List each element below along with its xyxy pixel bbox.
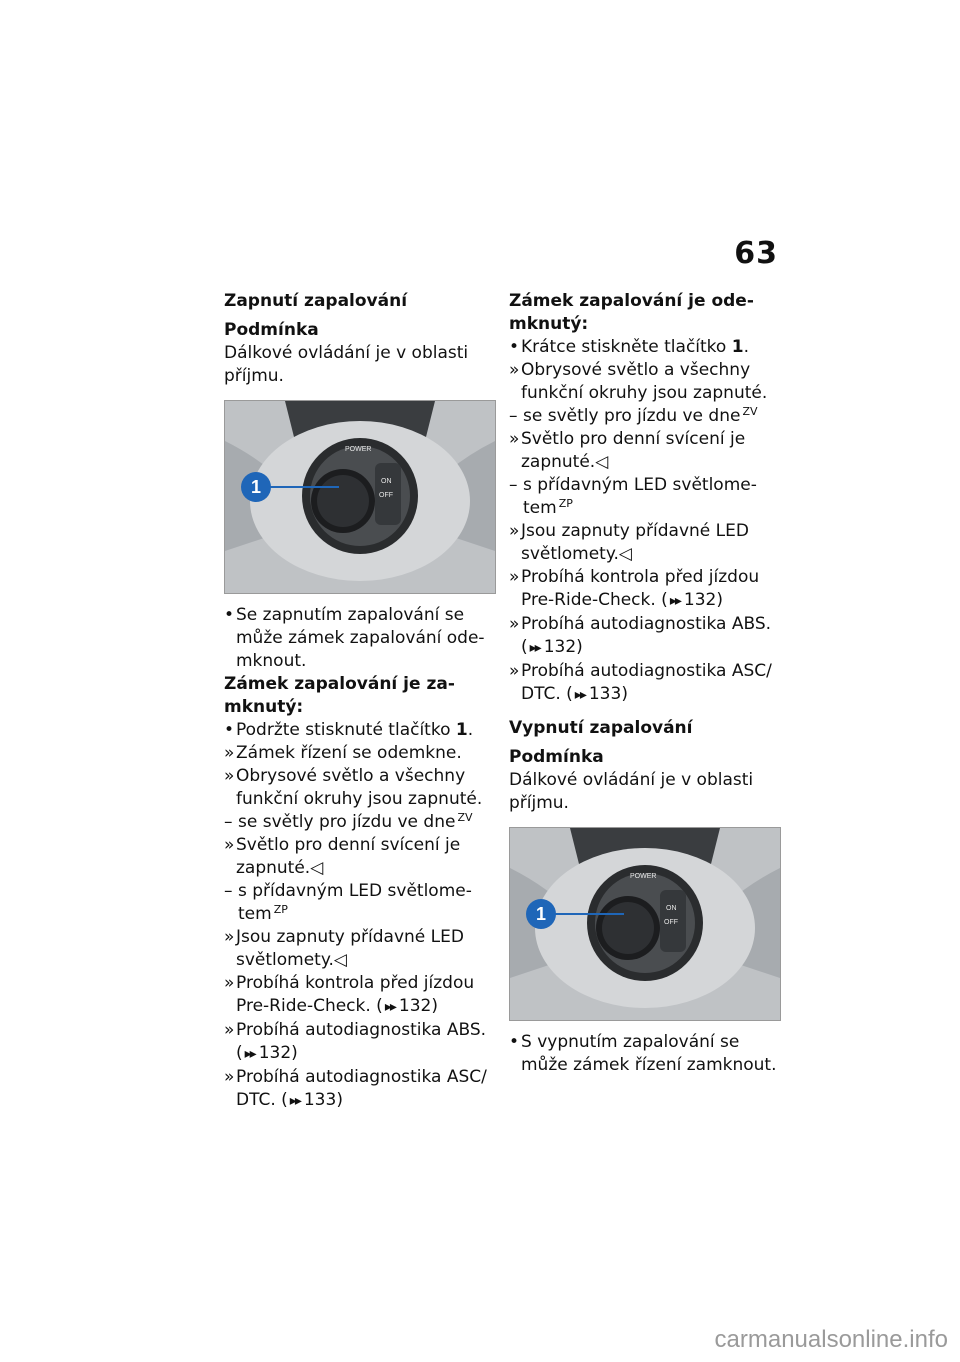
locked-subheading: Zámek zapalování je za-mknutý: [224,674,455,717]
off-label: OFF [664,919,678,926]
list-item: » Probíhá autodiagnostika ASC/ DTC. ( ▸▸ 133) [509,661,772,704]
list-item: » Zámek řízení se odemkne. [224,743,462,763]
section-heading-ignition-on: Zapnutí zapalování [224,291,408,311]
page-ref[interactable]: 133 [303,1090,337,1110]
list-item: » Světlo pro denní svícení je zapnuté.◁ [509,429,746,472]
callout-1: 1 [526,899,556,929]
condition-heading: Podmínka [224,320,319,340]
power-label: POWER [345,446,372,453]
unlocked-subheading: Zámek zapalování je ode-mknutý: [509,291,754,334]
watermark: carmanualsonline.info [714,1326,948,1353]
list-item: – se světly pro jízdu ve dne $^{ZV}$ [224,811,473,832]
list-item: » Jsou zapnuty přídavné LED světlomety.◁ [224,927,464,970]
list-item: – se světly pro jízdu ve dne $^{ZV}$ [509,405,758,426]
ignition-switch-figure [509,827,781,1021]
page-ref[interactable]: 132 [258,1043,292,1063]
page-ref-arrow-icon: ▸▸ [289,1093,300,1109]
page-ref-arrow-icon: ▸▸ [244,1046,255,1062]
list-item: » Jsou zapnuty přídavné LED světlomety.◁ [509,521,749,564]
ignition-switch-figure [224,400,496,594]
page-ref[interactable]: 132 [398,996,432,1016]
list-item: » Probíhá autodiagnostika ASC/ DTC. ( ▸▸ 133) [224,1067,487,1110]
page-ref-arrow-icon: ▸▸ [529,640,540,656]
list-item: • Podržte stisknuté tlačítko 1. [224,720,474,740]
page-number: 63 [734,236,778,271]
callout-1: 1 [241,472,271,502]
condition-text: Dálkové ovládání je v oblasti příjmu. [224,343,469,386]
list-item: • Krátce stiskněte tlačítko 1. [509,337,749,357]
list-item: » Obrysové světlo a všechny funkční okruhy jsou zapnuté. [509,360,768,403]
list-item: » Probíhá kontrola před jízdou Pre-Ride-Check. ( ▸▸ 132) [224,973,475,1016]
list-item: • S vypnutím zapalování se může zámek řízení zamknout. [509,1032,777,1075]
section-heading-ignition-off: Vypnutí zapalování [509,718,693,738]
right-column [509,290,781,1077]
on-label: ON [381,478,392,485]
intro-item-text: Se zapnutím zapalování se může zámek zapalování ode-mknout. [236,605,485,671]
page-ref[interactable]: 133 [588,684,622,704]
page-ref-arrow-icon: ▸▸ [384,999,395,1015]
page-ref-arrow-icon: ▸▸ [574,687,585,703]
on-label: ON [666,905,677,912]
list-item: » Probíhá kontrola před jízdou Pre-Ride-Check. ( ▸▸ 132) [509,567,760,610]
list-item: » Obrysové světlo a všechny funkční okruhy jsou zapnuté. [224,766,483,809]
list-item: » Světlo pro denní svícení je zapnuté.◁ [224,835,461,878]
off-label: OFF [379,492,393,499]
condition-heading: Podmínka [509,747,604,767]
list-item: » Probíhá autodiagnostika ABS. ( ▸▸ 132) [509,614,772,657]
list-item: – s přídavným LED světlome-tem $^{ZP}$ [224,881,472,924]
off-item-text: S vypnutím zapalování se může zámek řízení zamknout. [521,1032,777,1075]
left-column [224,290,496,1113]
condition-text: Dálkové ovládání je v oblasti příjmu. [509,770,754,813]
list-item: • Se zapnutím zapalování se může zámek zapalování ode-mknout. [224,605,485,671]
page-ref[interactable]: 132 [543,637,577,657]
list-item: – s přídavným LED světlome-tem $^{ZP}$ [509,475,757,518]
list-item: » Probíhá autodiagnostika ABS. ( ▸▸ 132) [224,1020,487,1063]
page-ref-arrow-icon: ▸▸ [669,593,680,609]
power-label: POWER [630,873,657,880]
page-ref[interactable]: 132 [683,590,717,610]
